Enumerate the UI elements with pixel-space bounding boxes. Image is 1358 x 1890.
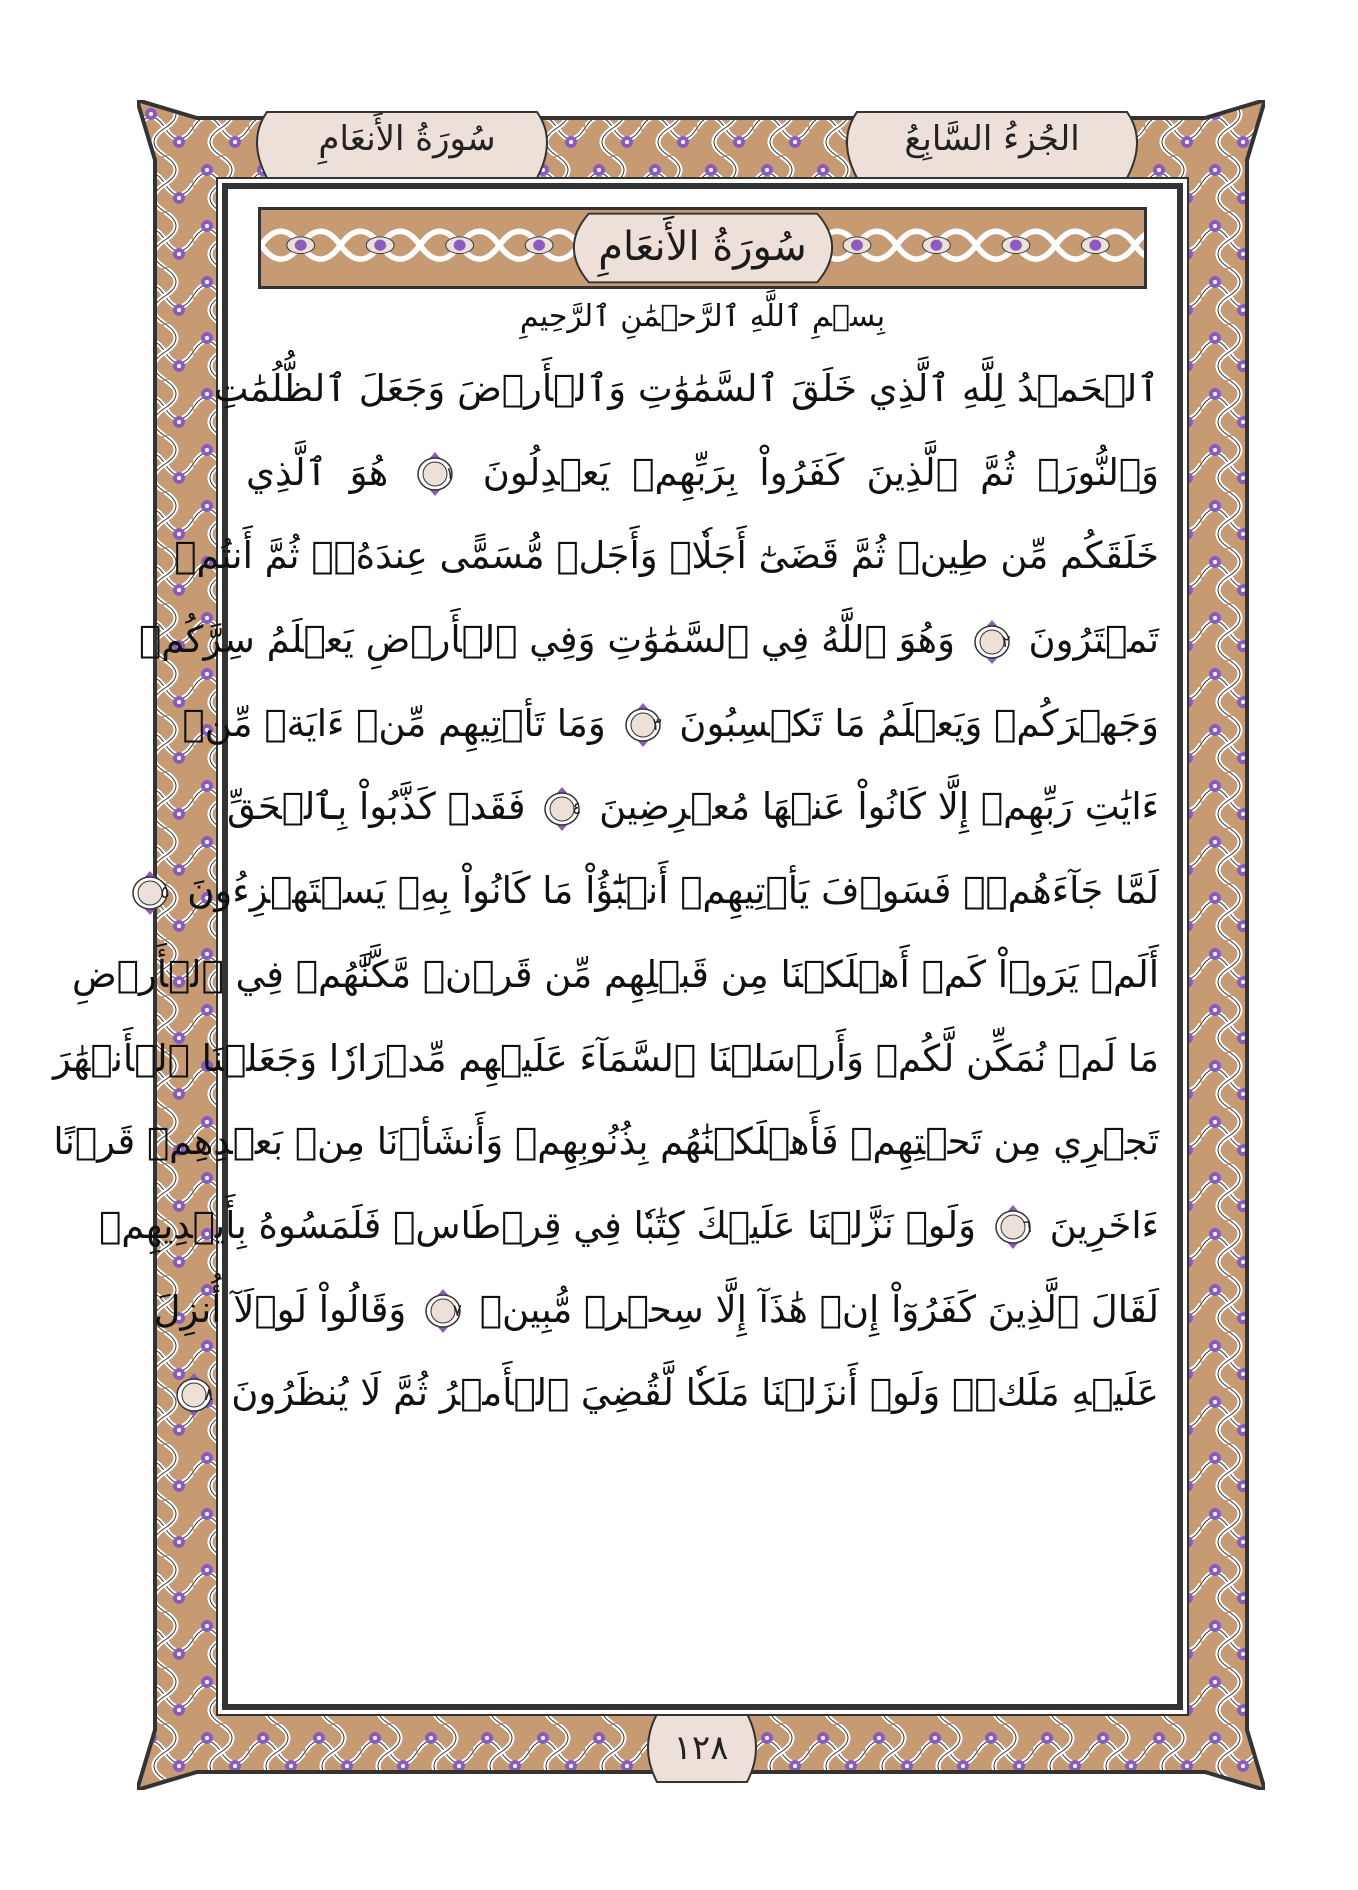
ayah-rosette-icon [131, 870, 169, 916]
verse-text: عَلَيۡهِ مَلَكٞۖ وَلَوۡ أَنزَلۡنَا مَلَكٗا لَّقُضِيَ ٱلۡأَمۡرُ ثُمَّ لَا يُنظَرُونَ [231, 1371, 1159, 1415]
text-line [53, 1100, 1159, 1184]
verse-number: ٥ [160, 882, 170, 903]
verse-number: ٦ [1022, 1217, 1032, 1238]
verse-text: ءَايَٰتِ رَبِّهِمۡ إِلَّا كَانُواْ عَنۡهَا مُعۡرِضِينَ [599, 785, 1159, 829]
verse-text: هُوَ ٱلَّذِي [246, 450, 389, 494]
verse-text: فَقَدۡ كَذَّبُواْ بِٱلۡحَقِّ [227, 785, 526, 829]
bismillah: بِسۡمِ ٱللَّهِ ٱلرَّحۡمَٰنِ ٱلرَّحِيمِ [519, 299, 886, 334]
verse-text: وَمَا تَأۡتِيهِم مِّنۡ ءَايَةٖ مِّنۡ [182, 701, 606, 745]
verse-number: ٣ [652, 715, 662, 736]
verse-text: وَهُوَ ٱللَّهُ فِي ٱلسَّمَٰوَٰتِ وَفِي ٱلۡأَرۡضِ يَعۡلَمُ سِرَّكُمۡ [138, 618, 955, 662]
verse-text: خَلَقَكُم مِّن طِينٖ ثُمَّ قَضَىٰٓ أَجَلٗاۖ وَأَجَلٞ مُّسَمًّى عِندَهُۥۖ ثُمَّ أَنتُمۡ [174, 534, 1159, 578]
verse-text: ءَاخَرِينَ [1049, 1203, 1159, 1247]
verse-text: وَجَهۡرَكُمۡ وَيَعۡلَمُ مَا تَكۡسِبُونَ [679, 701, 1159, 745]
text-line [227, 765, 1159, 849]
surah-title-band [258, 207, 1147, 289]
text-line [99, 1184, 1159, 1268]
ayah-rosette-icon [175, 1372, 213, 1418]
verse-text: وَٱلنُّورَۖ ثُمَّ ٱلَّذِينَ كَفَرُواْ بِرَبِّهِمۡ يَعۡدِلُونَ [482, 450, 1160, 494]
text-panel [52, 183, 1183, 1710]
verse-number: ٧ [452, 1301, 463, 1322]
text-line [71, 933, 1159, 1017]
header-surah-label: سُورَةُ الأَنعَامِ [318, 119, 496, 159]
verse-text: تَمۡتَرُونَ [1028, 618, 1159, 662]
text-line [153, 1268, 1159, 1352]
text-line [246, 431, 1159, 515]
page-number: ١٢٨ [673, 1728, 729, 1768]
verse-number: ٢ [1001, 631, 1011, 652]
juz-label: الجُزءُ السَّابِعُ [904, 119, 1080, 159]
ayah-rosette-icon [416, 451, 454, 497]
surah-title: سُورَةُ الأَنعَامِ [598, 224, 807, 270]
text-line [160, 849, 1159, 933]
ayah-rosette-icon [994, 1204, 1032, 1250]
verse-text: مَا لَمۡ نُمَكِّن لَّكُمۡ وَأَرۡسَلۡنَا ٱلسَّمَآءَ عَلَيۡهِم مِّدۡرَارٗا وَجَعَلۡنَا ٱلۡأَنۡهَٰرَ [52, 1036, 1159, 1080]
verse-text: لَقَالَ ٱلَّذِينَ كَفَرُوٓاْ إِنۡ هَٰذَآ إِلَّا سِحۡرٞ مُّبِينٞ [479, 1287, 1159, 1331]
verse-text: وَلَوۡ نَزَّلۡنَا عَلَيۡكَ كِتَٰبٗا فِي قِرۡطَاسٖ فَلَمَسُوهُ بِأَيۡدِيهِمۡ [99, 1203, 977, 1247]
verse-text: لَمَّا جَآءَهُمۡۖ فَسَوۡفَ يَأۡتِيهِمۡ أَنۢبَٰٓؤُاْ مَا كَانُواْ بِهِۦ يَسۡتَهۡزِءُونَ [187, 869, 1159, 913]
ayah-rosette-icon [624, 702, 662, 748]
text-line [138, 598, 1159, 682]
verse-number: ٨ [204, 1384, 214, 1405]
verse-text: أَلَمۡ يَرَوۡاْ كَمۡ أَهۡلَكۡنَا مِن قَبۡلِهِم مِّن قَرۡنٖ مَّكَّنَّٰهُمۡ فِي ٱلۡأَرۡضِ [71, 952, 1159, 996]
ayah-rosette-icon [973, 619, 1011, 665]
verse-number: ١ [445, 464, 455, 485]
quran-text-lines [52, 347, 1160, 1435]
text-line [174, 514, 1159, 598]
text-line [213, 347, 1159, 431]
mushaf-page-frame [52, 100, 1265, 1790]
verse-number: ٤ [572, 798, 582, 819]
text-line [52, 1017, 1159, 1101]
verse-text: تَجۡرِي مِن تَحۡتِهِمۡ فَأَهۡلَكۡنَٰهُم بِذُنُوبِهِمۡ وَأَنشَأۡنَا مِنۢ بَعۡدِهِمۡ قَرۡنًا [53, 1120, 1159, 1164]
verse-text: ٱلۡحَمۡدُ لِلَّهِ ٱلَّذِي خَلَقَ ٱلسَّمَٰوَٰتِ وَٱلۡأَرۡضَ وَجَعَلَ ٱلظُّلُمَٰتِ [213, 367, 1159, 410]
verse-text: وَقَالُواْ لَوۡلَآ أُنزِلَ [153, 1287, 407, 1331]
text-line [204, 1351, 1159, 1435]
text-line [182, 682, 1159, 766]
ayah-rosette-icon [424, 1288, 462, 1334]
ayah-rosette-icon [543, 786, 581, 832]
